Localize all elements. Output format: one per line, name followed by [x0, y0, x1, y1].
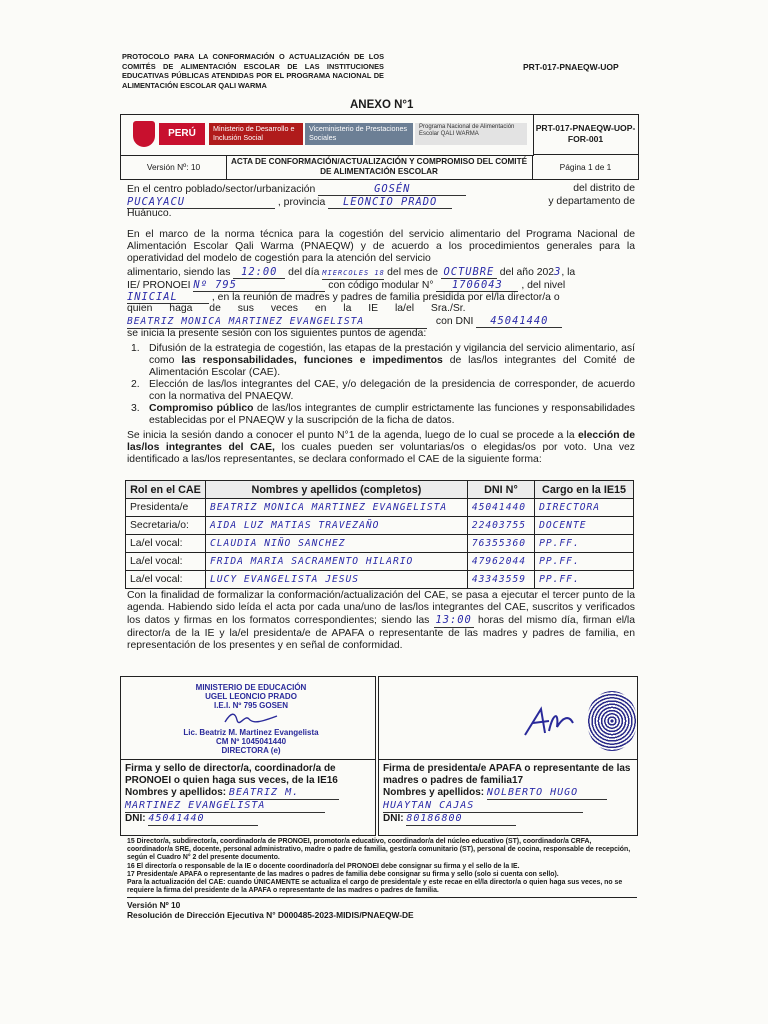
director-name-field: BEATRIZ MONICA MARTINEZ EVANGELISTA	[127, 316, 427, 329]
agenda-text: Difusión de la estrategia de cogestión, las etapas de la prestación y vigilancia del servicio alimentario, así como	[149, 343, 635, 366]
intro-text: , en la reunión de madres y padres de familia presidida por el/la director/a o	[211, 292, 560, 303]
cell-dni: 47962044	[467, 553, 534, 571]
intro-line-agenda: se inicia la presente sesión con los siguientes puntos de agenda:	[127, 328, 427, 339]
intro-line-director	[127, 315, 635, 329]
cell-dni: 76355360	[467, 535, 534, 553]
caption-text: Firma de presidenta/e APAFA o representante de las madres o padres de familia17	[383, 763, 631, 786]
agenda-number: 1.	[131, 343, 140, 354]
caption-text: Firma y sello de director/a, coordinador/a de PRONOEI o quien haga sus veces, de la IE16	[125, 763, 338, 786]
agenda-item	[127, 343, 635, 379]
location-text: , provincia	[277, 197, 326, 208]
closing-text: Con la finalidad de formalizar la conformación/actualización del CAE, se pasa a ejecutar el tercer punto de la agenda. Habiendo sido leída el acta por cada una/uno de las/los integrantes del CAE, suscritos y verificados los datos y firmas en los formatos	[127, 590, 635, 627]
protocol-code: PRT-017-PNAEQW-UOP	[523, 62, 619, 72]
footnote: Para la actualización del CAE: cuando ÚNICAMENTE se actualiza el cargo de presidenta/e y este recae en el/la director/a o quien haga sus veces, no se requiere la firma del presidente de la APAFA o representante de las madres o padres de familia.	[127, 879, 623, 895]
cell-cargo: DIRECTORA	[535, 499, 634, 517]
session-text: los cuales pueden ser voluntarias/os o elegidas/os por voto. Una vez identificado a las/los representantes, se declara conformado el CAE de la siguiente forma:	[127, 442, 635, 466]
footnotes	[127, 838, 635, 895]
program-label: Programa Nacional de Alimentación Escolar QALI WARMA	[415, 123, 527, 145]
intro-text: , del nivel	[521, 280, 566, 291]
stamp-line: MINISTERIO DE EDUCACIÓN	[195, 683, 307, 692]
session-bold: elección de las/los integrantes del CAE,	[127, 430, 635, 454]
director-names-field: BEATRIZ M.	[229, 787, 339, 800]
names-label: Nombres y apellidos:	[383, 787, 485, 798]
intro-text: con código modular N°	[328, 280, 434, 291]
cell-rol: La/el vocal:	[126, 571, 206, 589]
intro-line-veces: quien haga de sus veces en la IE la/el Sra./Sr.	[127, 303, 466, 314]
col-dni: DNI N°	[467, 481, 534, 499]
director-dni-field: 45041440	[476, 315, 562, 328]
cae-table-header	[126, 481, 634, 499]
ie-field: Nº 795	[193, 279, 325, 292]
cell-cargo: DOCENTE	[535, 517, 634, 535]
agenda-text: de las/los integrantes de cumplir estrictamente las funciones y responsabilidades establecidas por el PNAEQW y la suscripción de la ficha de datos.	[149, 403, 635, 426]
location-line-3: Huánuco.	[127, 208, 172, 219]
closing-paragraph	[127, 590, 635, 652]
names-label: Nombres y apellidos:	[125, 787, 227, 798]
anio-field: 3	[554, 266, 562, 278]
form-code: PRT-017-PNAEQW-UOP-FOR-001	[533, 115, 638, 155]
page-number: Página 1 de 1	[559, 162, 612, 172]
footer-version: Versión Nº 10	[127, 900, 181, 910]
cell-nombre: LUCY EVANGELISTA JESUS	[206, 571, 468, 589]
dni-label: DNI:	[383, 813, 404, 824]
cell-rol: La/el vocal:	[126, 553, 206, 571]
logo-band	[121, 115, 534, 156]
session-paragraph	[127, 430, 635, 467]
agenda-text: de las/los integrantes del Comité de Alimentación Escolar (CAE).	[149, 355, 636, 378]
agenda-bold: las responsabilidades, funciones e impedimentos	[181, 355, 443, 366]
agenda-number: 2.	[131, 379, 140, 390]
apafa-dni-field: 80186800	[406, 813, 516, 826]
stamp-line: DIRECTORA (e)	[221, 746, 281, 755]
cell-nombre: BEATRIZ MONICA MARTINEZ EVANGELISTA	[206, 499, 468, 517]
closing-text: correspondientes; siendo las	[294, 615, 430, 627]
peru-shield-icon	[133, 121, 155, 147]
cell-dni: 43343559	[467, 571, 534, 589]
dni-label: DNI:	[125, 813, 146, 824]
nivel-field: INICIAL	[127, 291, 209, 304]
ministry-label: Ministerio de Desarrollo e Inclusión Social	[209, 123, 303, 145]
signature-box-director	[120, 676, 376, 836]
footer-resolution: Resolución de Dirección Ejecutiva N° D000485-2023-MIDIS/PNAEQW-DE	[127, 910, 414, 920]
apafa-names-field: NOLBERTO HUGO	[487, 787, 607, 800]
hora-field: 12:00	[233, 266, 285, 279]
session-text: Se inicia la sesión dando a conocer el punto N°1 de la agenda, luego de lo cual se procede a la	[127, 430, 578, 441]
col-cargo: Cargo en la IE15	[535, 481, 634, 499]
cell-cargo: PP.FF.	[535, 535, 634, 553]
apafa-surnames-field: HUAYTAN CAJAS	[383, 800, 583, 813]
centro-poblado-field: GOSÉN	[318, 183, 466, 196]
cell-rol: Secretaria/o:	[126, 517, 206, 535]
stamp-line: UGEL LEONCIO PRADO	[205, 692, 297, 701]
location-text: En el centro poblado/sector/urbanización	[127, 184, 316, 195]
school-stamp	[161, 683, 341, 755]
intro-text: con DNI	[435, 316, 474, 327]
cae-table	[125, 480, 634, 589]
distrito-field: PUCAYACU	[127, 196, 275, 209]
vice-ministry-label: Viceministerio de Prestaciones Sociales	[305, 123, 413, 145]
table-row	[126, 535, 634, 553]
form-header	[120, 114, 639, 180]
page-footer	[127, 897, 637, 920]
intro-text: del año 202	[499, 267, 555, 278]
table-row	[126, 517, 634, 535]
location-line-1	[127, 183, 635, 196]
director-signature-icon	[221, 710, 281, 726]
footnote: 15 Director/a, subdirector/a, coordinador/a de PRONOEI, promotor/a educativo, coordinador/a del núcleo educativo (ST), coordinador/a CRFA, coordinador/a SRE, docente, personal administrativo, madre o padre de familia, gestor/a comunitario (ST), personal de cocina, responsable de recepción, según el Cuadro N° 2 del presente documento.	[127, 838, 631, 862]
fingerprint-icon	[587, 691, 637, 751]
stamp-line: Lic. Beatriz M. Martinez Evangelista	[183, 728, 319, 737]
location-text: y departamento de	[548, 196, 635, 207]
intro-text: alimentario, siendo las	[127, 267, 231, 278]
agenda-item	[127, 403, 635, 427]
cell-nombre: FRIDA MARIA SACRAMENTO HILARIO	[206, 553, 468, 571]
intro-text: , la	[561, 267, 576, 278]
cell-dni: 22403755	[467, 517, 534, 535]
agenda-list	[127, 343, 635, 427]
dia-field: MIERCOLES 18	[322, 267, 384, 280]
agenda-text: Elección de las/los integrantes del CAE, y/o delegación de la presidencia de corresponder, de acuerdo con la normativa del PNAEQW.	[149, 379, 635, 402]
peru-logo: PERÚ	[159, 123, 205, 145]
stamp-line: CM Nº 1045041440	[215, 737, 287, 746]
cell-cargo: PP.FF.	[535, 553, 634, 571]
annex-title: ANEXO N°1	[350, 99, 414, 111]
director-dni-sign-field: 45041440	[148, 813, 258, 826]
footnote: 17 Presidenta/e APAFA o representante de las madres o padres de familia debe consignar su firma y sello (solo si cuenta con sello).	[127, 870, 559, 878]
stamp-line: I.E.I. Nº 795 GOSEN	[213, 701, 289, 710]
protocol-title: PROTOCOLO PARA LA CONFORMACIÓN O ACTUALIZACIÓN DE LOS COMITÉS DE ALIMENTACIÓN ESCOLAR DE LAS INSTITUCIONES EDUCATIVAS PÚBLICAS ATENDIDAS POR EL PROGRAMA NACIONAL DE ALIMENTACIÓN ESCOLAR QALI WARMA	[122, 52, 384, 90]
col-rol: Rol en el CAE	[126, 481, 206, 499]
cell-nombre: CLAUDIA NIÑO SANCHEZ	[206, 535, 468, 553]
closing-hora-field: 13:00	[435, 614, 472, 627]
act-title: ACTA DE CONFORMACIÓN/ACTUALIZACIÓN Y COMPROMISO DEL COMITÉ DE ALIMENTACIÓN ESCOLAR	[226, 155, 533, 179]
location-text: del distrito de	[573, 183, 635, 194]
cell-rol: Presidenta/e	[126, 499, 206, 517]
cell-cargo: PP.FF.	[535, 571, 634, 589]
footnote: 16 El director/a o responsable de la IE o docente coordinador/a del PRONOEI debe consignar su firma y el sello de la IE.	[127, 862, 520, 870]
form-version: Versión Nº: 10	[121, 155, 227, 179]
apafa-signature-icon	[519, 703, 579, 743]
agenda-item	[127, 379, 635, 403]
codigo-modular-field: 1706043	[436, 279, 518, 292]
director-surnames-field: MARTINEZ EVANGELISTA	[125, 800, 325, 813]
director-signature-caption	[121, 759, 375, 829]
cell-rol: La/el vocal:	[126, 535, 206, 553]
col-nombres: Nombres y apellidos (completos)	[206, 481, 468, 499]
apafa-signature-caption	[379, 759, 637, 829]
intro-text: IE/ PRONOEI	[127, 280, 191, 291]
intro-text: del mes de	[387, 267, 438, 278]
signature-box-apafa	[378, 676, 638, 836]
agenda-number: 3.	[131, 403, 140, 414]
cell-nombre: AIDA LUZ MATIAS TRAVEZAÑO	[206, 517, 468, 535]
cell-dni: 45041440	[467, 499, 534, 517]
intro-paragraph: En el marco de la norma técnica para la cogestión del servicio alimentario del Programa Nacional de Alimentación Escolar Qali Warma (PNAEQW) y de acuerdo a los procedimientos generales para la operatividad del modelo de cogestión para la atención del servicio	[127, 229, 635, 265]
table-row	[126, 571, 634, 589]
table-row	[126, 499, 634, 517]
agenda-bold: Compromiso público	[149, 403, 254, 414]
table-row	[126, 553, 634, 571]
intro-text: del día	[288, 267, 320, 278]
intro-line-time	[127, 266, 635, 280]
closing-text: horas del mismo día, firman el/la director/a de la IE y la/el presidenta/e de APAFA o representante de las madres y padres de familia, en representación de los presentes y en señal de conformidad.	[127, 615, 636, 651]
mes-field: OCTUBRE	[441, 266, 497, 279]
provincia-field: LEONCIO PRADO	[328, 196, 452, 209]
